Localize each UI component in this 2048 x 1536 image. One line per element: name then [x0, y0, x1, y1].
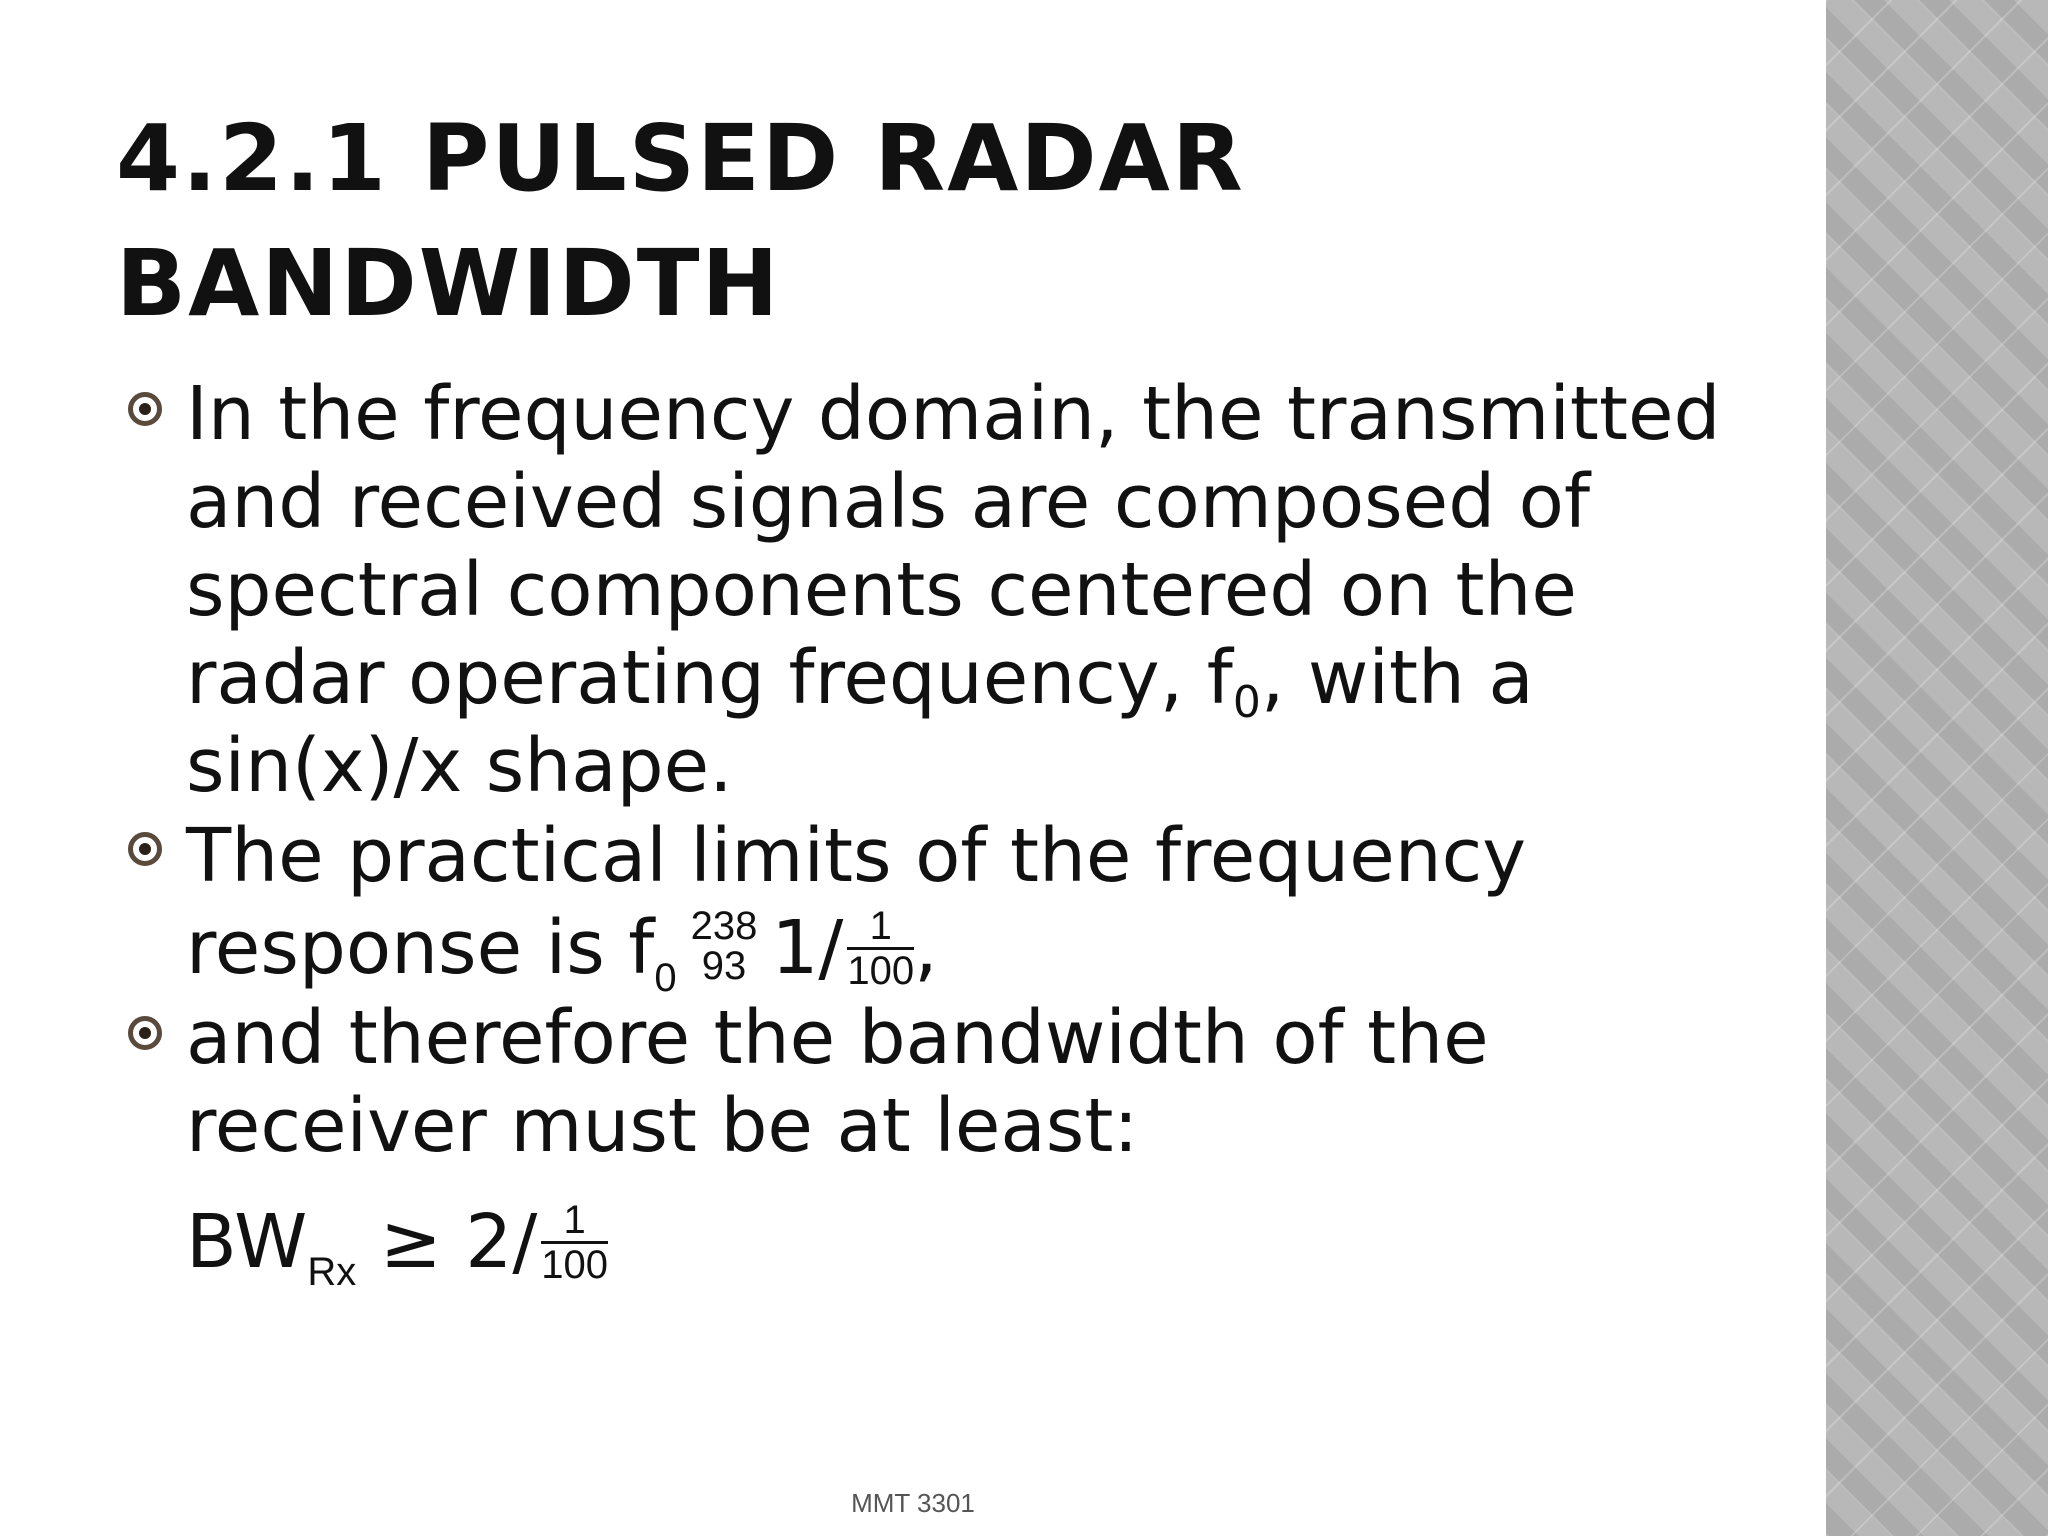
bullet-text-line [186, 902, 1788, 1000]
slide-footer: MMT 3301 [851, 1488, 975, 1518]
text-run: , with a [1260, 635, 1534, 721]
stack-bottom: 93 [701, 944, 747, 989]
text-run: response is f [186, 905, 655, 991]
bullet-text-line [186, 634, 1788, 728]
text-run: , [914, 905, 938, 991]
bullet-text-line: spectral components centered on the [186, 547, 1577, 633]
text-run: BW [186, 1199, 308, 1285]
slide-title [116, 96, 1766, 346]
bullet-text-line: and therefore the bandwidth of the [186, 995, 1489, 1081]
text-run: radar operating frequency, f [186, 635, 1233, 721]
bandwidth-formula [128, 1192, 1788, 1292]
bullet-item [128, 810, 1788, 1000]
stack-top: 238 [690, 904, 758, 949]
subscript: 0 [654, 956, 677, 1000]
bullet-text-line: sin(x)/x shape. [186, 723, 733, 809]
stacked-number [690, 904, 758, 989]
circled-dot-bullet-icon [128, 1016, 162, 1050]
bullet-item [128, 370, 1788, 810]
bullet-text-line: The practical limits of the frequency [186, 813, 1527, 899]
fraction-numerator: 1 [847, 905, 914, 950]
bullet-text-line: receiver must be at least: [186, 1083, 1139, 1169]
title-line-2: BANDWIDTH [116, 230, 781, 337]
subscript: Rx [307, 1250, 357, 1294]
circled-dot-bullet-icon [128, 392, 162, 426]
fraction [847, 905, 914, 992]
text-run: 1/ [771, 905, 844, 991]
circled-dot-bullet-icon [128, 832, 162, 866]
fraction-denominator: 100 [847, 948, 915, 993]
fraction-numerator: 1 [541, 1199, 608, 1244]
fraction-denominator: 100 [541, 1242, 609, 1287]
fraction [541, 1199, 608, 1286]
bullet-text-line: In the frequency domain, the transmitted [186, 371, 1721, 457]
bullet-text-line: and received signals are composed of [186, 459, 1591, 545]
bullet-item [128, 994, 1788, 1170]
title-line-1: 4.2.1 PULSED RADAR [116, 105, 1245, 212]
slide-body [128, 370, 1788, 1292]
text-run: ≥ 2/ [356, 1199, 538, 1285]
decorative-side-panel [1826, 0, 2048, 1536]
subscript: 0 [1232, 677, 1261, 728]
